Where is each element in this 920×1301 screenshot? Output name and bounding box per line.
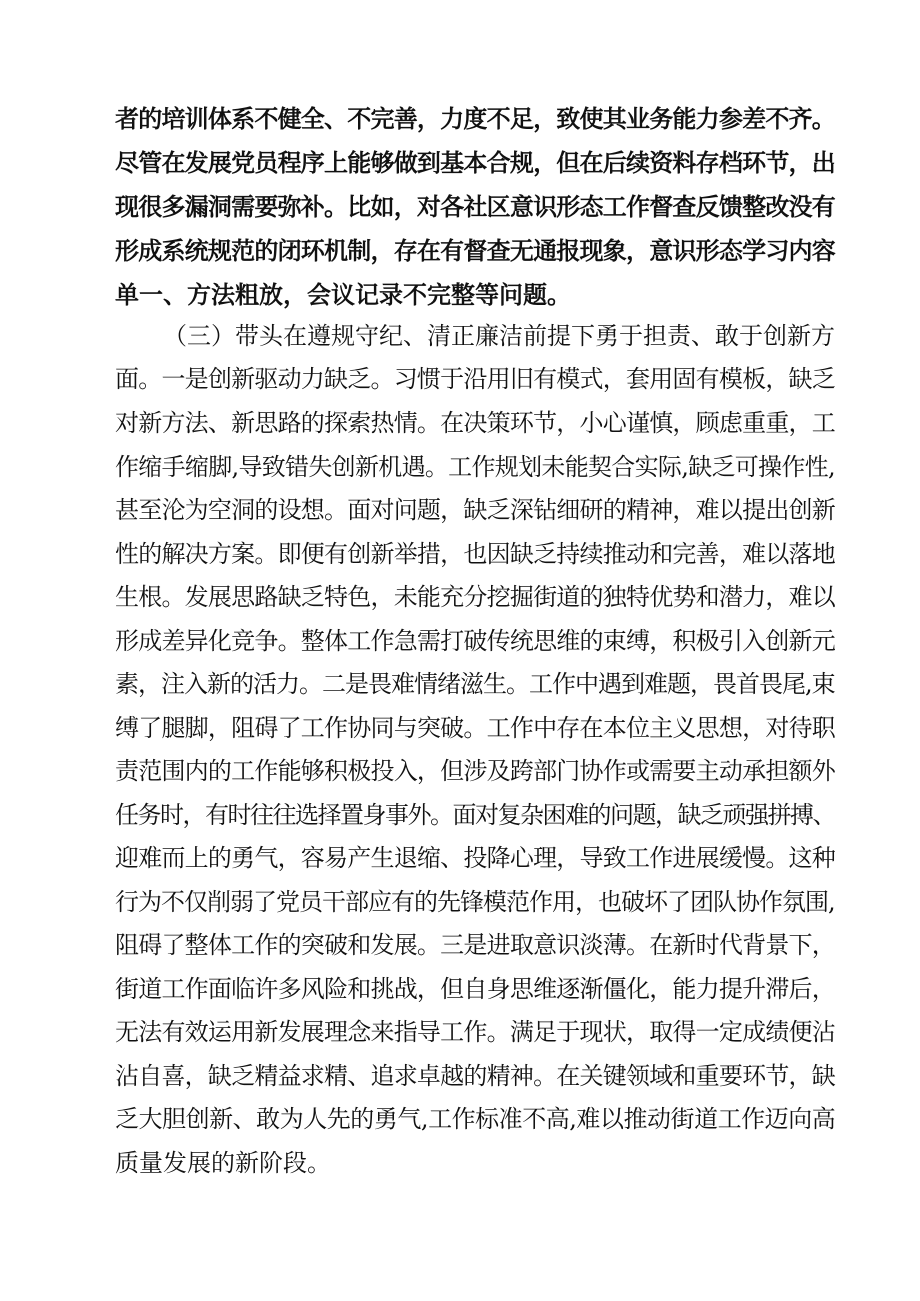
paragraph-2-line-15: 阻碍了整体工作的突破和发展。三是进取意识淡薄。在新时代背景下， [115,931,835,959]
paragraph-1-line-5: 单一、方法粗放，会议记录不完整等问题。 [115,281,571,309]
paragraph-2-line-7: 生根。发展思路缺乏特色，未能充分挖掘街道的独特优势和潜力，难以 [115,583,835,611]
paragraph-2-line-2: 面。一是创新驱动力缺乏。习惯于沿用旧有模式，套用固有模板，缺乏 [115,365,835,393]
paragraph-2-line-12: 任务时，有时往往选择置身事外。面对复杂困难的问题，缺乏顽强拼搏、 [115,801,835,829]
paragraph-2-line-14: 行为不仅削弱了党员干部应有的先锋模范作用，也破坏了团队协作氛围, [115,888,835,916]
paragraph-2-line-10: 缚了腿脚，阻碍了工作协同与突破。工作中存在本位主义思想，对待职 [115,714,835,742]
paragraph-2-line-9: 素，注入新的活力。二是畏难情绪滋生。工作中遇到难题，畏首畏尾,束 [115,670,835,698]
paragraph-1-line-4: 形成系统规范的闭环机制，存在有督查无通报现象，意识形态学习内容 [115,237,835,265]
paragraph-2-line-16: 街道工作面临许多风险和挑战，但自身思维逐渐僵化，能力提升滞后， [115,975,835,1003]
paragraph-2-line-6: 性的解决方案。即便有创新举措，也因缺乏持续推动和完善，难以落地 [115,540,835,568]
paragraph-1-line-2: 尽管在发展党员程序上能够做到基本合规，但在后续资料存档环节，出 [115,149,835,177]
paragraph-2-line-3: 对新方法、新思路的探索热情。在决策环节，小心谨慎，顾虑重重，工 [115,409,835,437]
paragraph-2-line-4: 作缩手缩脚,导致错失创新机遇。工作规划未能契合实际,缺乏可操作性, [115,453,835,481]
paragraph-2-line-1: （三）带头在遵规守纪、清正廉洁前提下勇于担责、敢于创新方 [163,322,835,350]
paragraph-2-line-20: 质量发展的新阶段。 [115,1149,331,1177]
paragraph-2-line-11: 责范围内的工作能够积极投入，但涉及跨部门协作或需要主动承担额外 [115,757,835,785]
paragraph-2-line-17: 无法有效运用新发展理念来指导工作。满足于现状，取得一定成绩便沾 [115,1018,835,1046]
paragraph-1-line-3: 现很多漏洞需要弥补。比如，对各社区意识形态工作督查反馈整改没有 [115,193,835,221]
paragraph-2-line-18: 沾自喜，缺乏精益求精、追求卓越的精神。在关键领域和重要环节，缺 [115,1062,835,1090]
paragraph-2-line-13: 迎难而上的勇气，容易产生退缩、投降心理，导致工作进展缓慢。这种 [115,844,835,872]
paragraph-2-line-5: 甚至沦为空洞的设想。面对问题，缺乏深钻细研的精神，难以提出创新 [115,496,835,524]
paragraph-2-line-19: 乏大胆创新、敢为人先的勇气,工作标准不高,难以推动街道工作迈向高 [115,1105,836,1133]
paragraph-1-line-1: 者的培训体系不健全、不完善，力度不足，致使其业务能力参差不齐。 [115,105,835,133]
paragraph-2-line-8: 形成差异化竞争。整体工作急需打破传统思维的束缚，积极引入创新元 [115,627,835,655]
